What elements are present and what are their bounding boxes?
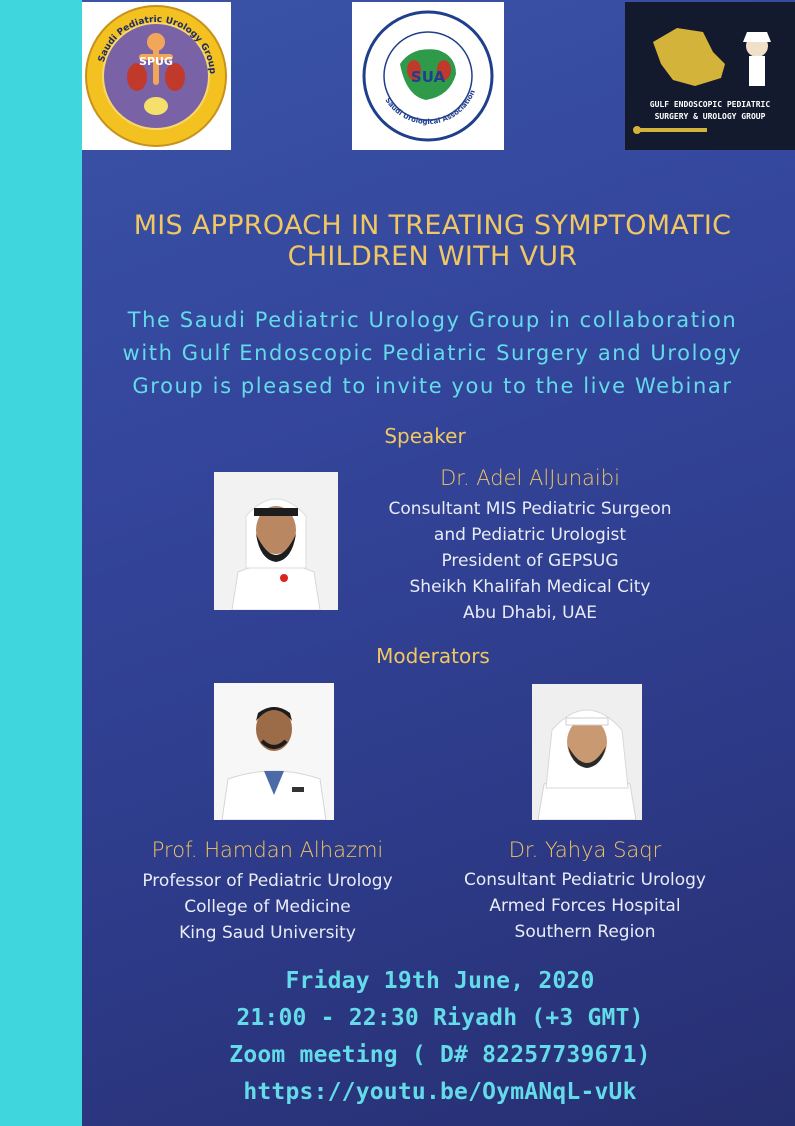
moderator-detail-line: College of Medicine (184, 897, 351, 917)
intro-line-3: Group is pleased to invite you to the live Webinar (132, 374, 733, 398)
speaker-detail-line: President of GEPSUG (441, 551, 619, 571)
title-line-1: MIS APPROACH IN TREATING SYMPTOMATIC (133, 210, 732, 241)
event-date: Friday 19th June, 2020 (285, 968, 595, 994)
moderator-photo-yahya (532, 684, 642, 820)
event-zoom-meeting: Zoom meeting ( D# 82257739671) (229, 1042, 651, 1068)
moderators-heading: Moderators (376, 644, 490, 668)
spug-center-text: SPUG (139, 55, 173, 68)
moderator-portrait-hamdan (214, 683, 334, 820)
spug-ring-text: Saudi Pediatric Urology Group (96, 14, 218, 75)
speaker-portrait (214, 472, 338, 610)
speaker-detail-line: Abu Dhabi, UAE (462, 603, 598, 623)
event-youtube-link[interactable]: https://youtu.be/OymANqL-vUk (243, 1079, 637, 1105)
moderator-detail-line: Consultant Pediatric Urology (464, 870, 706, 890)
gepsug-logo (625, 2, 795, 150)
moderator-name-hamdan: Prof. Hamdan Alhazmi (151, 838, 384, 862)
moderator-photo-hamdan (214, 683, 334, 820)
moderator-detail-line: Southern Region (514, 922, 656, 942)
gepsug-line1: GULF ENDOSCOPIC PEDIATRIC (649, 100, 771, 109)
event-time: 21:00 - 22:30 Riyadh (+3 GMT) (236, 1005, 644, 1031)
gepsug-logo-graphic (625, 2, 795, 150)
gepsug-line2: SURGERY & UROLOGY GROUP (654, 112, 766, 121)
moderator-details-hamdan (120, 868, 415, 946)
invitation-text (100, 304, 765, 403)
moderator-portrait-yahya (532, 684, 642, 820)
moderator-name-yahya: Dr. Yahya Saqr (508, 838, 662, 862)
speaker-detail-line: Sheikh Khalifah Medical City (409, 577, 651, 597)
cyan-side-strip (0, 0, 82, 1126)
speaker-detail-line: Consultant MIS Pediatric Surgeon (388, 499, 672, 519)
speaker-heading: Speaker (384, 424, 466, 448)
speaker-detail-line: and Pediatric Urologist (433, 525, 627, 545)
spug-logo-graphic (82, 2, 231, 150)
speaker-name: Dr. Adel AlJunaibi (440, 466, 620, 490)
intro-line-2: with Gulf Endoscopic Pediatric Surgery and Urology (122, 341, 743, 365)
moderator-detail-line: King Saud University (179, 923, 356, 943)
event-details (150, 963, 730, 1111)
sua-logo-graphic (352, 2, 504, 150)
webinar-title (100, 210, 765, 272)
sua-logo (352, 2, 504, 150)
moderator-detail-line: Professor of Pediatric Urology (142, 871, 393, 891)
speaker-photo (214, 472, 338, 610)
title-line-2: CHILDREN WITH VUR (287, 241, 578, 272)
speaker-details (370, 496, 690, 626)
moderator-details-yahya (445, 867, 725, 945)
sua-ring-text: Saudi Urological Association (383, 88, 477, 127)
sua-center-text: SUA (410, 68, 446, 86)
moderator-detail-line: Armed Forces Hospital (489, 896, 681, 916)
spug-logo (82, 2, 231, 150)
intro-line-1: The Saudi Pediatric Urology Group in collaboration (127, 308, 738, 332)
